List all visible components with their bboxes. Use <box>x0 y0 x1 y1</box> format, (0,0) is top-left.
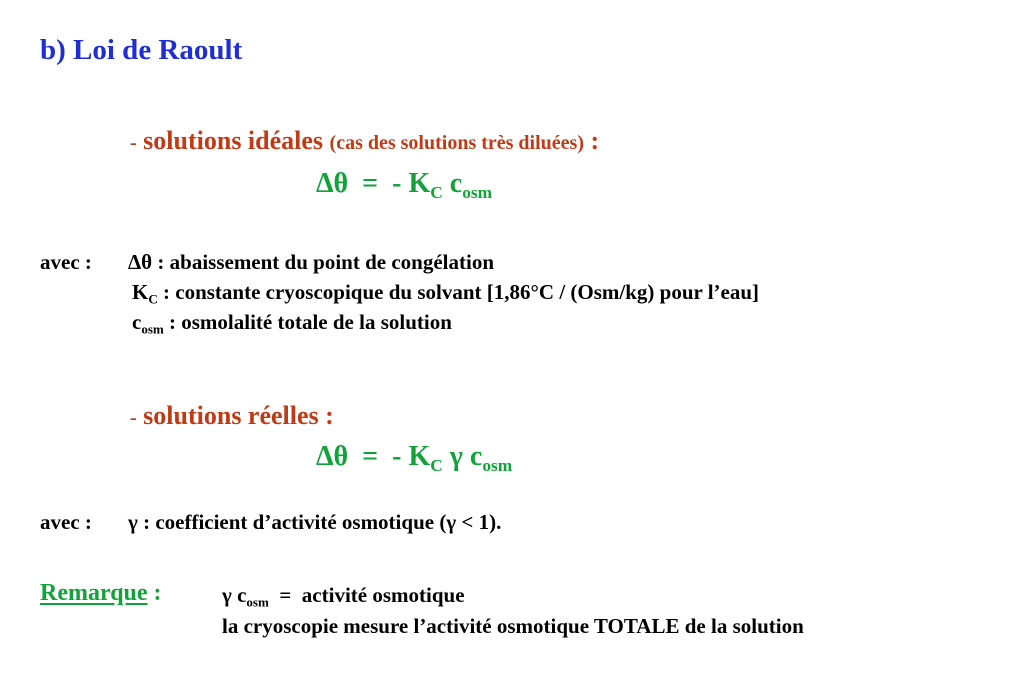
remark-line-2: la cryoscopie mesure l’activité osmotique TOTALE de la solution <box>222 614 804 638</box>
equation-gamma-c: γ c <box>442 441 483 472</box>
equation-sub-c: C <box>430 456 443 476</box>
avec-label-1: avec : <box>40 250 92 274</box>
equation-sub-osm: osm <box>462 183 493 203</box>
definition-symbol: Δθ <box>128 250 153 274</box>
section-ideal-label: solutions idéales <box>143 126 324 155</box>
remark-colon: : <box>147 580 162 606</box>
slide-title: b) Loi de Raoult <box>40 34 243 66</box>
remark-keyword: Remarque <box>40 580 148 606</box>
definition-symbol: K <box>132 280 149 304</box>
bullet-dash: - <box>130 407 137 429</box>
remark-activity: = activité osmotique <box>268 583 465 607</box>
section-ideal-note: (cas des solutions très diluées) <box>329 132 584 154</box>
equation-ideal <box>316 168 493 203</box>
remark-gamma-c: γ c <box>222 583 247 607</box>
definition-text: : osmolalité totale de la solution <box>163 310 452 334</box>
definition-sub: C <box>148 291 158 307</box>
definition-delta-theta <box>128 252 494 273</box>
equation-c: c <box>442 168 463 199</box>
section-ideal-heading <box>130 128 599 154</box>
equation-sub-c: C <box>430 183 443 203</box>
remark-heading <box>40 581 162 605</box>
equation-real <box>316 441 513 476</box>
definition-text: : constante cryoscopique du solvant [1,86°C / (Osm/kg) pour l’eau] <box>157 280 760 304</box>
definition-text: : abaissement du point de congélation <box>152 250 495 274</box>
equation-sub-osm: osm <box>482 456 513 476</box>
definition-gamma: γ : coefficient d’activité osmotique (γ < 1). <box>128 510 502 534</box>
definition-symbol: c <box>132 310 142 334</box>
section-colon: : <box>590 126 600 155</box>
equation-lhs: Δθ = - K <box>316 168 431 199</box>
equation-lhs: Δθ = - K <box>316 441 431 472</box>
section-real-heading <box>130 403 334 429</box>
definition-cosm <box>132 310 452 337</box>
remark-sub-osm: osm <box>246 594 269 610</box>
definition-sub: osm <box>141 321 164 337</box>
avec-label-2: avec : <box>40 510 92 534</box>
bullet-dash: - <box>130 132 137 154</box>
section-real-label: solutions réelles : <box>143 401 334 430</box>
remark-line-1 <box>222 583 465 610</box>
definition-kc <box>132 280 760 307</box>
